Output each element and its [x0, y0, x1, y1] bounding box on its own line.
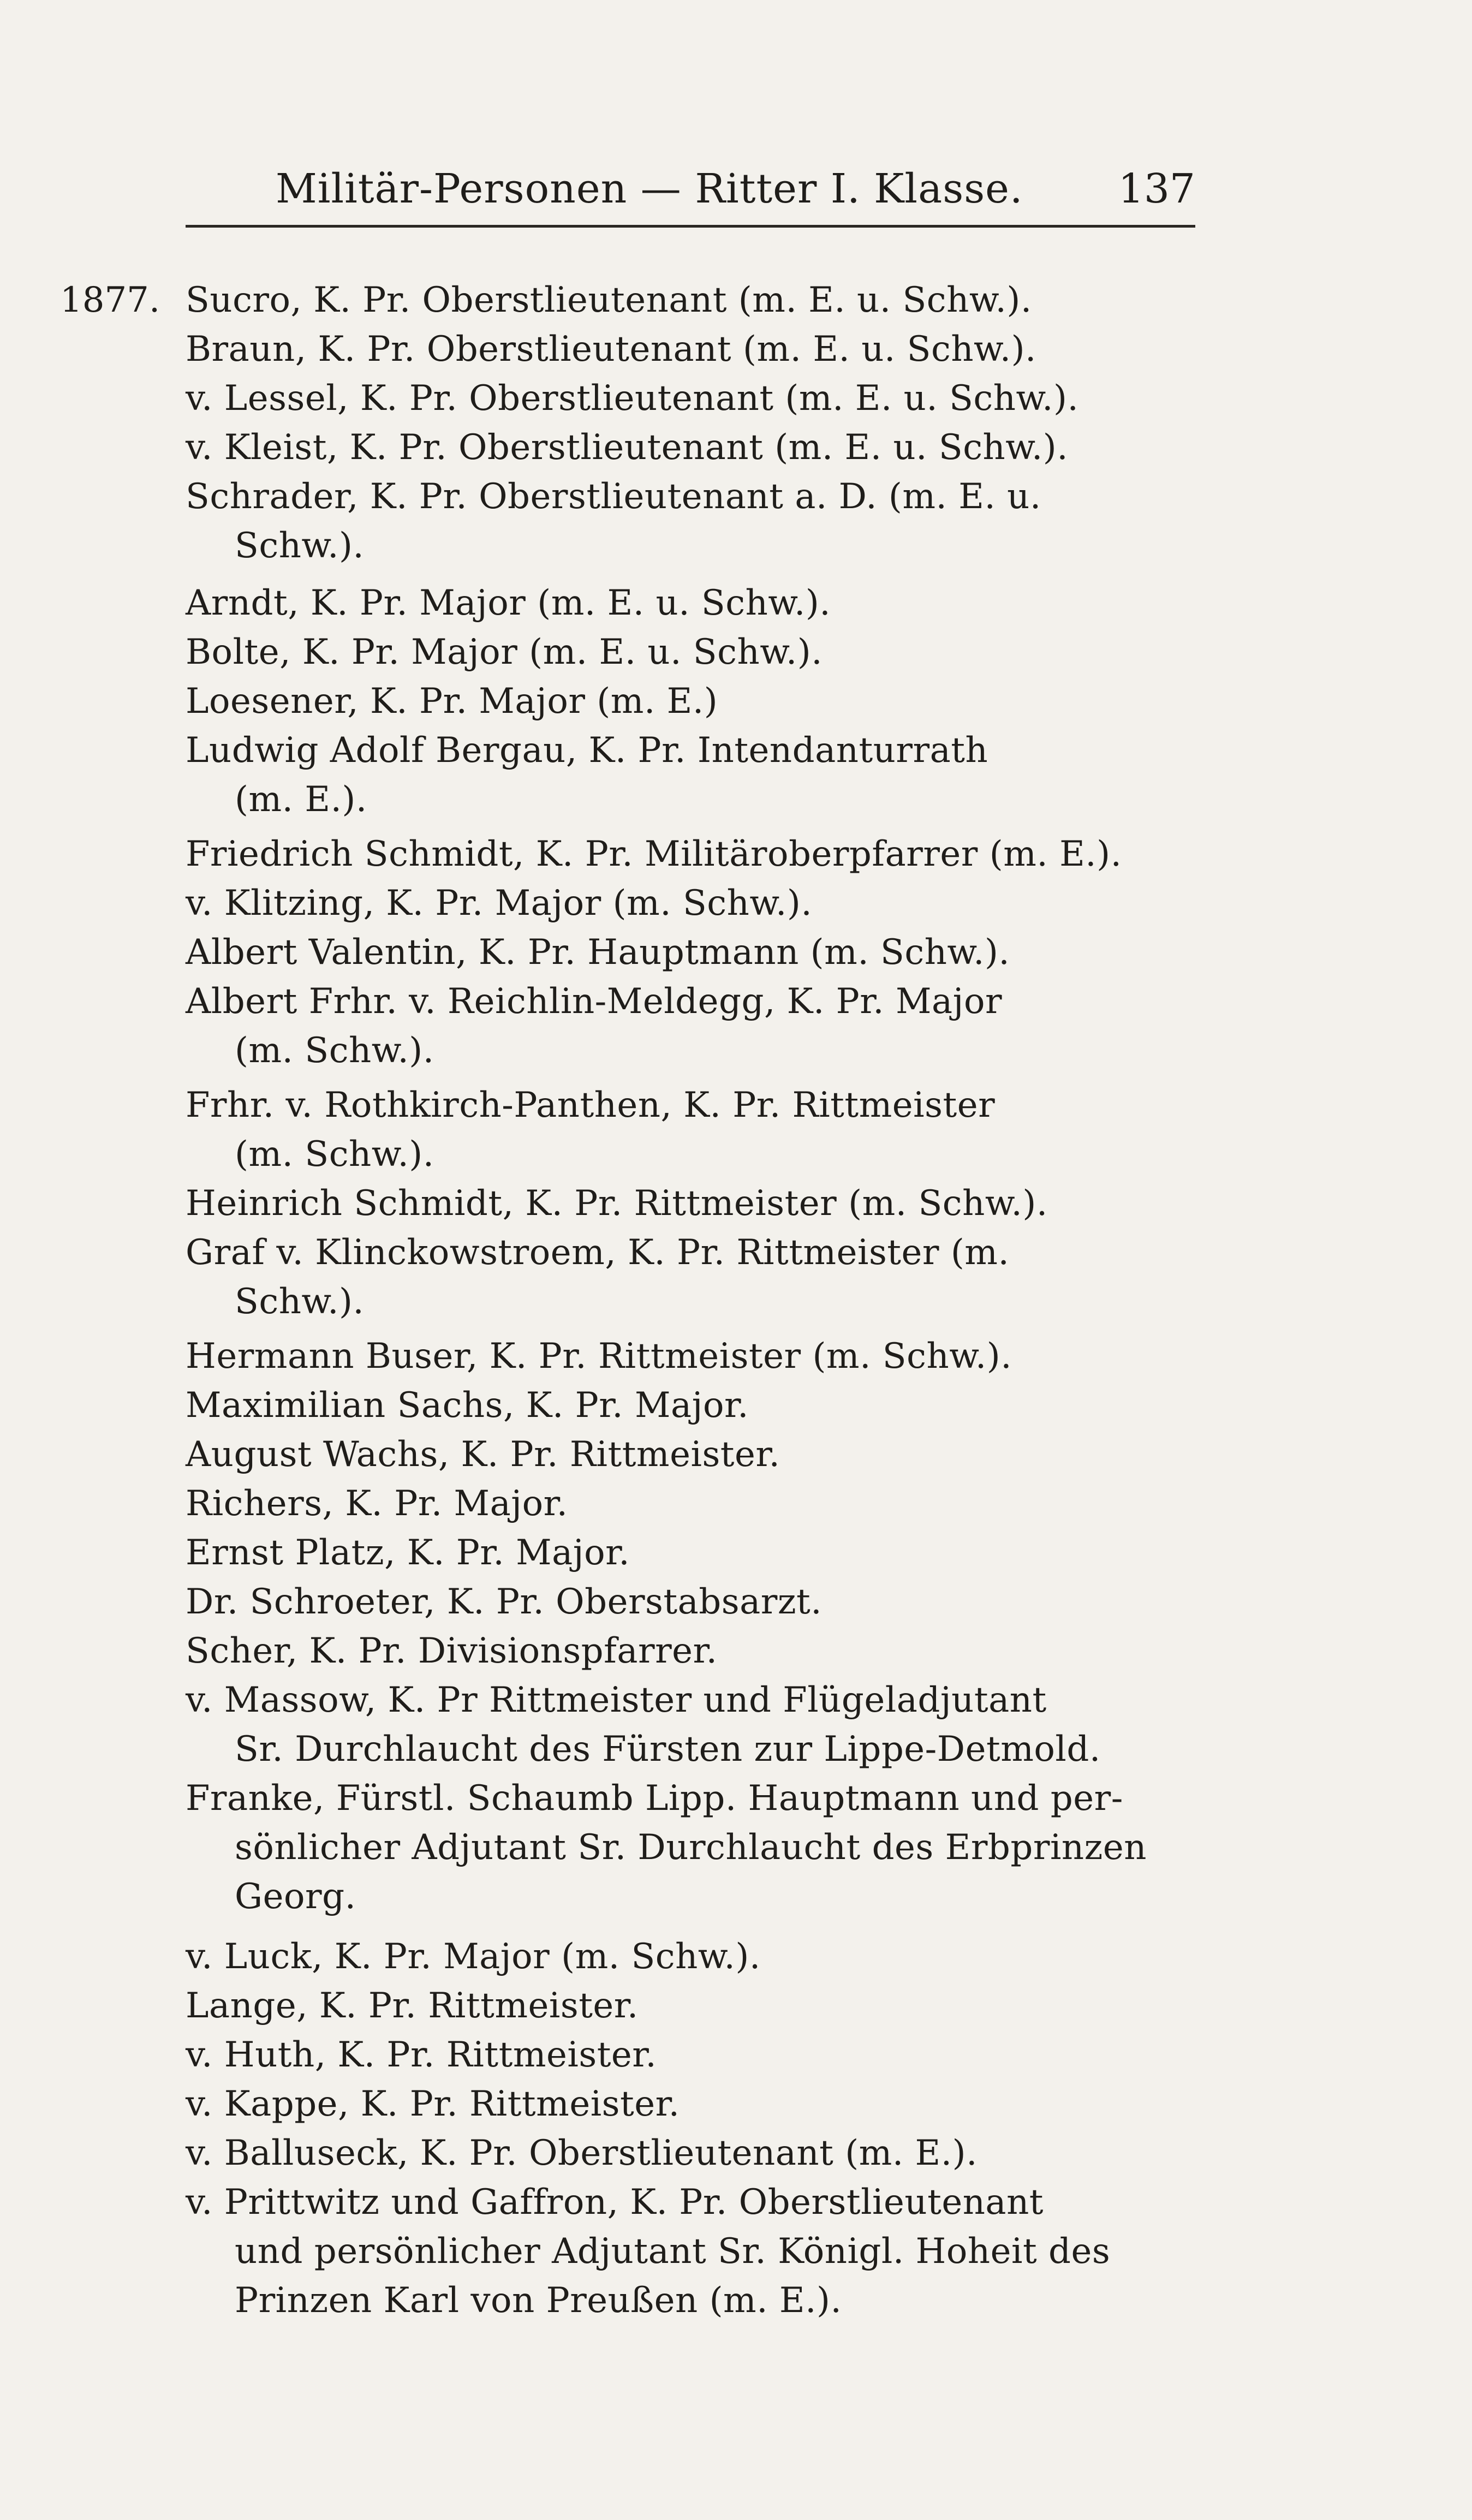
text-line: sönlicher Adjutant Sr. Durchlaucht des Erbprinzen [235, 1827, 1147, 1868]
text-line: Braun, K. Pr. Oberstlieutenant (m. E. u. Schw.). [186, 329, 1036, 370]
text-line: v. Balluseck, K. Pr. Oberstlieutenant (m. E.). [186, 2133, 978, 2173]
text-line: Schw.). [235, 1282, 365, 1322]
text-line: Friedrich Schmidt, K. Pr. Militäroberpfarrer (m. E.). [186, 834, 1122, 874]
text-line: Georg. [235, 1876, 356, 1917]
text-line: August Wachs, K. Pr. Rittmeister. [186, 1434, 780, 1475]
text-line: (m. Schw.). [235, 1030, 434, 1071]
text-line: Sucro, K. Pr. Oberstlieutenant (m. E. u. Schw.). [186, 280, 1032, 320]
text-line: Richers, K. Pr. Major. [186, 1484, 568, 1524]
text-line: v. Kappe, K. Pr. Rittmeister. [186, 2084, 680, 2124]
text-line: Heinrich Schmidt, K. Pr. Rittmeister (m. Schw.). [186, 1183, 1048, 1224]
text-line: Scher, K. Pr. Divisionspfarrer. [186, 1631, 718, 1671]
text-line: Sr. Durchlaucht des Fürsten zur Lippe-Detmold. [235, 1729, 1101, 1770]
text-line: Franke, Fürstl. Schaumb Lipp. Hauptmann und per- [186, 1778, 1123, 1819]
text-line: (m. E.). [235, 779, 367, 820]
text-line: Arndt, K. Pr. Major (m. E. u. Schw.). [186, 583, 831, 623]
text-line: Dr. Schroeter, K. Pr. Oberstabsarzt. [186, 1582, 823, 1622]
running-title: Militär-Personen — Ritter I. Klasse. [276, 165, 1023, 212]
text-line: Schrader, K. Pr. Oberstlieutenant a. D. (m. E. u. [186, 476, 1041, 517]
text-line: v. Luck, K. Pr. Major (m. Schw.). [186, 1937, 761, 1977]
text-line: Frhr. v. Rothkirch-Panthen, K. Pr. Rittmeister [186, 1085, 996, 1125]
text-line: v. Massow, K. Pr Rittmeister und Flügeladjutant [186, 1680, 1047, 1720]
text-line: Graf v. Klinckowstroem, K. Pr. Rittmeister (m. [186, 1232, 1010, 1273]
text-line: (m. Schw.). [235, 1134, 434, 1175]
text-line: Prinzen Karl von Preußen (m. E.). [235, 2280, 842, 2321]
page-number: 137 [1118, 165, 1195, 212]
text-line: v. Prittwitz und Gaffron, K. Pr. Oberstlieutenant [186, 2182, 1044, 2223]
text-line: Maximilian Sachs, K. Pr. Major. [186, 1385, 749, 1426]
text-line: v. Klitzing, K. Pr. Major (m. Schw.). [186, 883, 813, 924]
text-line: v. Huth, K. Pr. Rittmeister. [186, 2035, 657, 2075]
text-line: Albert Valentin, K. Pr. Hauptmann (m. Schw.). [186, 932, 1010, 973]
text-line: Lange, K. Pr. Rittmeister. [186, 1986, 639, 2026]
text-line: und persönlicher Adjutant Sr. Königl. Hoheit des [235, 2231, 1111, 2272]
text-line: v. Kleist, K. Pr. Oberstlieutenant (m. E. u. Schw.). [186, 427, 1069, 468]
text-line: Ernst Platz, K. Pr. Major. [186, 1533, 630, 1573]
text-line: v. Lessel, K. Pr. Oberstlieutenant (m. E. u. Schw.). [186, 378, 1079, 419]
text-line: Loesener, K. Pr. Major (m. E.) [186, 681, 718, 722]
year-label: 1877. [60, 280, 160, 320]
text-line: Hermann Buser, K. Pr. Rittmeister (m. Schw.). [186, 1336, 1012, 1377]
text-line: Ludwig Adolf Bergau, K. Pr. Intendanturrath [186, 730, 988, 771]
text-line: Schw.). [235, 526, 365, 566]
text-line: Bolte, K. Pr. Major (m. E. u. Schw.). [186, 632, 823, 672]
text-line: Albert Frhr. v. Reichlin-Meldegg, K. Pr. Major [186, 981, 1003, 1022]
